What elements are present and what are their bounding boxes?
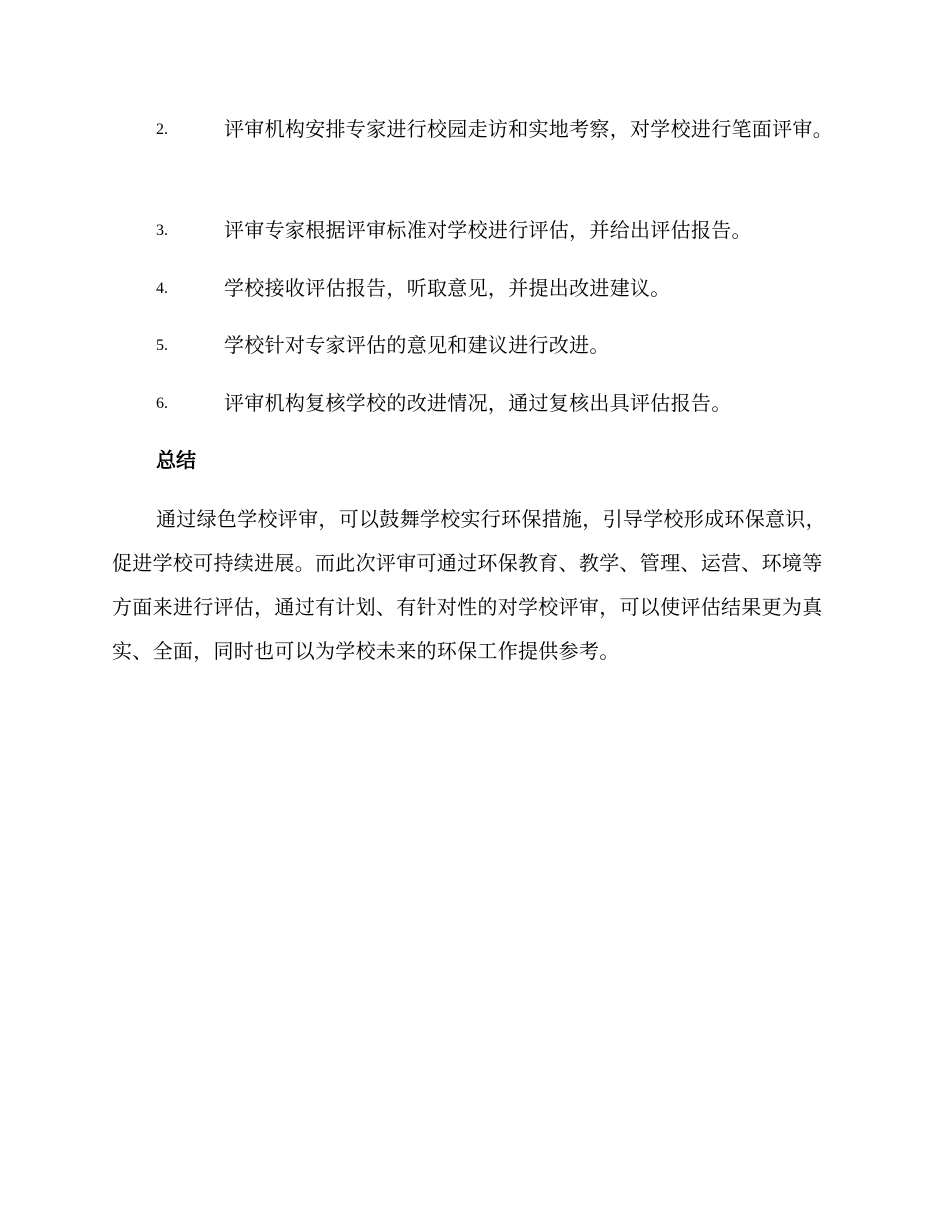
list-item xyxy=(112,324,836,367)
list-item-text: 学校针对专家评估的意见和建议进行改进。 xyxy=(224,333,610,357)
list-item-number: 5. xyxy=(156,337,168,354)
list-item-text: 评审机构复核学校的改进情况，通过复核出具评估报告。 xyxy=(224,391,732,415)
section-heading: 总结 xyxy=(156,448,196,472)
list-item xyxy=(112,108,836,151)
list-item xyxy=(112,382,836,425)
list-item-number: 4. xyxy=(156,280,168,297)
summary-paragraph: 通过绿色学校评审，可以鼓舞学校实行环保措施，引导学校形成环保意识，促进学校可持续进展。而此次评审可通过环保教育、教学、管理、运营、环境等方面来进行评估，通过有计划、有针对性的对学校评审，可以使评估结果更为真实、全面，同时也可以为学校未来的环保工作提供参考。 xyxy=(112,507,826,663)
list-item xyxy=(112,209,836,252)
list-item xyxy=(112,267,836,310)
list-item-number: 6. xyxy=(156,395,168,412)
list-item-text: 评审机构安排专家进行校园走访和实地考察，对学校进行笔面评审。 xyxy=(224,117,833,141)
list-item-text: 学校接收评估报告，听取意见，并提出改进建议。 xyxy=(224,276,671,300)
list-item-text: 评审专家根据评审标准对学校进行评估，并给出评估报告。 xyxy=(224,218,752,242)
list-item-number: 3. xyxy=(156,222,168,239)
list-item-number: 2. xyxy=(156,121,168,138)
